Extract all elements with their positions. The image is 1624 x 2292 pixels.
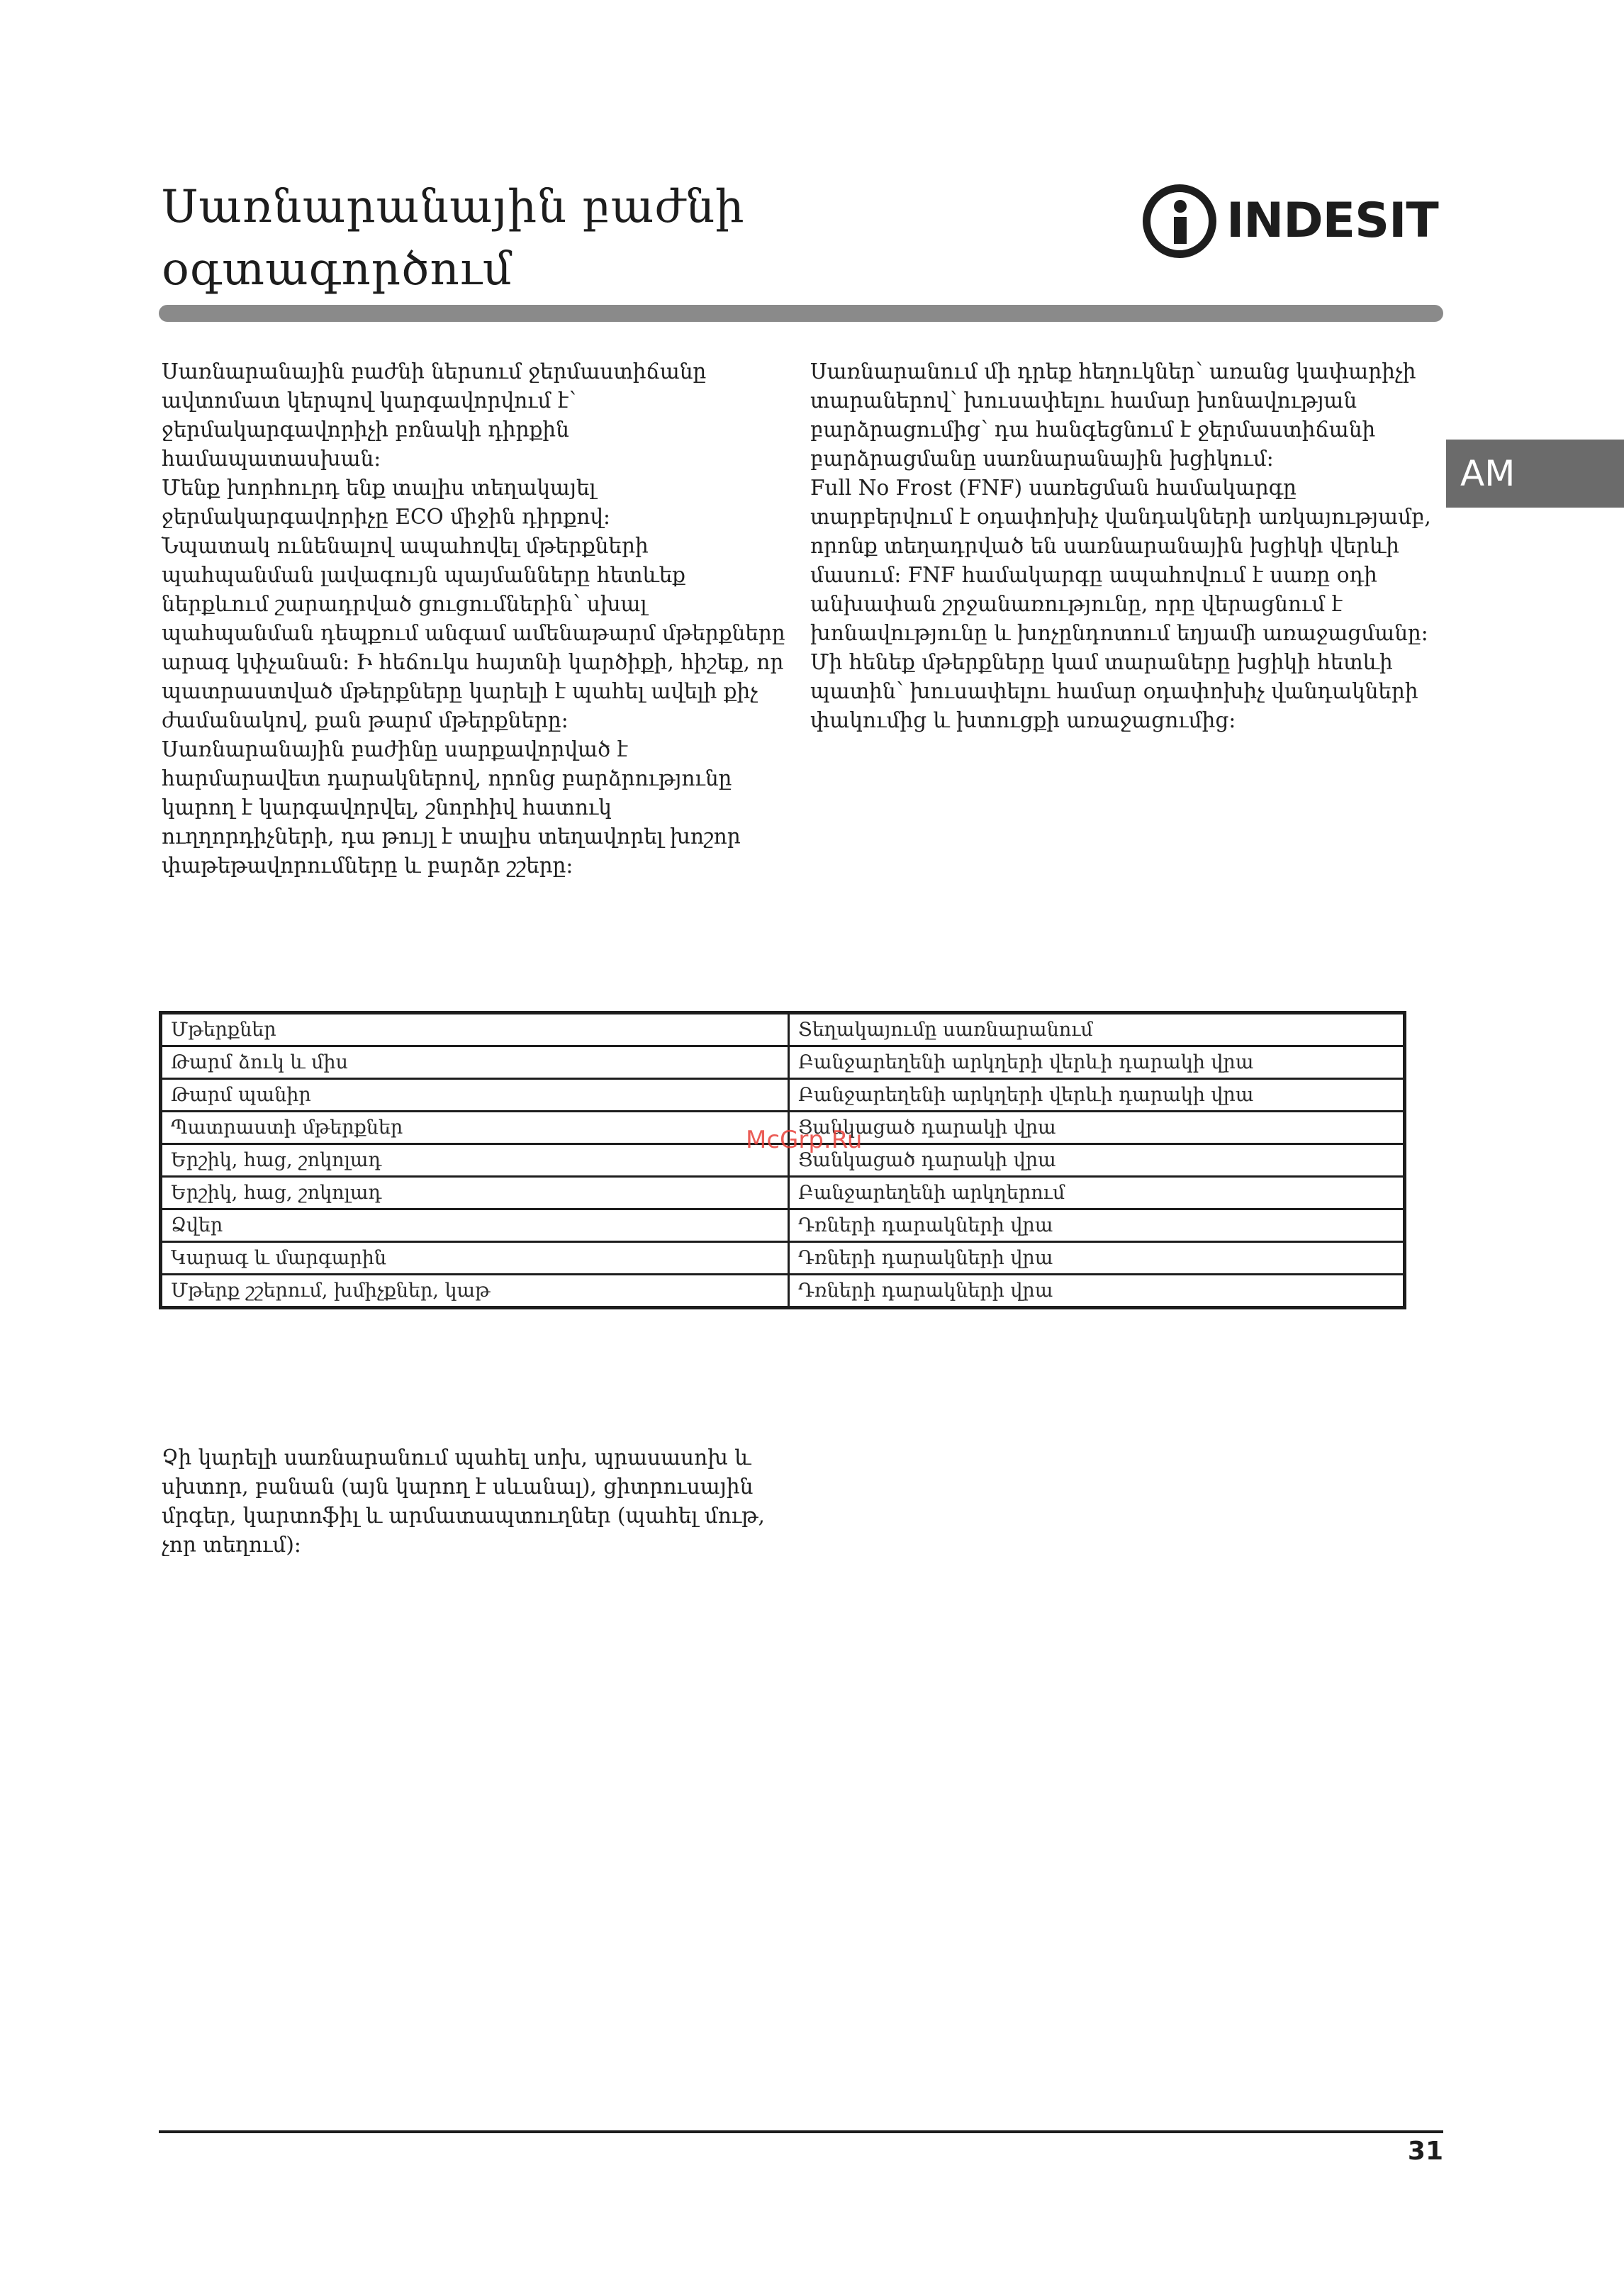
table-cell: Պատրաստի մթերքներ bbox=[161, 1112, 789, 1144]
paragraph: Սառնարանային բաժնի ներսում ջերմաստիճանը ավտոմատ կերպով կարգավորվում է՝ ջերմակարգավորիչի բռնակի դիրքին համապատասխան: bbox=[162, 359, 707, 471]
table-cell: Ցանկացած դարակի վրա bbox=[789, 1144, 1405, 1177]
table-cell: Երշիկ, հաց, շոկոլադ bbox=[161, 1144, 789, 1177]
table-cell: Երշիկ, հաց, շոկոլադ bbox=[161, 1177, 789, 1209]
table-cell: Բանջարեղենի արկղերի վերևի դարակի վրա bbox=[789, 1046, 1405, 1079]
table-cell: Դռների դարակների վրա bbox=[789, 1242, 1405, 1275]
table-cell: Կարագ և մարգարին bbox=[161, 1242, 789, 1275]
table-cell: Բանջարեղենի արկղերի վերևի դարակի վրա bbox=[789, 1079, 1405, 1112]
table-cell: Մթերք շշերում, խմիչքներ, կաթ bbox=[161, 1275, 789, 1308]
table-row bbox=[161, 1046, 1405, 1079]
table-cell: Դռների դարակների վրա bbox=[789, 1275, 1405, 1308]
table-row bbox=[161, 1209, 1405, 1242]
header-divider bbox=[159, 305, 1443, 322]
storage-note: Չի կարելի սառնարանում պահել սոխ, պրասասոխ և սխտոր, բանան (այն կարող է սևանալ), ցիտրուսային մրգեր, կարտոֆիլ և արմատապտուղներ (պահել մութ, չոր տեղում): bbox=[162, 1446, 765, 1557]
table-row bbox=[161, 1177, 1405, 1209]
table-cell: Ցանկացած դարակի վրա bbox=[789, 1112, 1405, 1144]
indesit-logo-icon bbox=[1143, 184, 1216, 258]
paragraph: Սառնարանում մի դրեք հեղուկներ՝ առանց կափարիչի տարաներով՝ խուսափելու համար խոնավության բարձրացումից՝ դա հանգեցնում է ջերմաստիճանի բարձրացմանը սառնարանային խցիկում: bbox=[810, 359, 1416, 471]
table-row bbox=[161, 1079, 1405, 1112]
table-cell: Դռների դարակների վրա bbox=[789, 1209, 1405, 1242]
paragraph: Նպատակ ունենալով ապահովել մթերքների պահպանման լավագույն պայմանները հետևեք ներքևում շարադրված ցուցումներին՝ սխալ պահպանման դեպքում անգամ ամենաթարմ մթերքները արագ կփչանան: Ի հեճուկս հայտնի կարծիքի, հիշեք, որ պատրաստված մթերքները կարելի է պահել ավելի քիչ ժամանակով, քան թարմ մթերքները: bbox=[162, 534, 785, 732]
right-column bbox=[810, 357, 1434, 735]
page-number: 31 bbox=[1407, 2137, 1443, 2166]
table-row bbox=[161, 1242, 1405, 1275]
language-tab: AM bbox=[1446, 440, 1624, 508]
table-header-cell: Տեղակայումը սառնարանում bbox=[789, 1013, 1405, 1046]
paragraph: Մենք խորհուրդ ենք տալիս տեղակայել ջերմակարգավորիչը ECO միջին դիրքով: bbox=[162, 476, 610, 529]
table-row bbox=[161, 1275, 1405, 1308]
left-column bbox=[162, 357, 785, 881]
watermark: McGrp.Ru bbox=[746, 1126, 863, 1154]
page-title: Սառնարանային բաժնի օգտագործում bbox=[162, 181, 745, 296]
table-cell: Ձվեր bbox=[161, 1209, 789, 1242]
paragraph: Full No Frost (FNF) սառեցման համակարգը տարբերվում է օդափոխիչ վանդակների առկայությամբ, որոնք տեղադրված են սառնարանային խցիկի վերևի մասում: FNF համակարգը ապահովում է սառը օդի անխափան շրջանառությունը, որը վերացնում է խոնավությունը և խոչընդոտում եղյամի առաջացմանը: Մի հենեք մթերքները կամ տարաները խցիկի հետևի պատին՝ խուսափելու համար օդափոխիչ վանդակների փակումից և խտուցքի առաջացումից: bbox=[810, 476, 1431, 732]
storage-table bbox=[159, 1011, 1406, 1309]
brand-name: INDESIT bbox=[1226, 193, 1438, 249]
table-cell: Թարմ ձուկ և միս bbox=[161, 1046, 789, 1079]
table-header-row bbox=[161, 1013, 1405, 1046]
footer-divider bbox=[159, 2130, 1443, 2133]
table-header-cell: Մթերքներ bbox=[161, 1013, 789, 1046]
table-cell: Բանջարեղենի արկղերում bbox=[789, 1177, 1405, 1209]
brand-logo bbox=[1143, 181, 1438, 261]
table-cell: Թարմ պանիր bbox=[161, 1079, 789, 1112]
paragraph: Սառնարանային բաժինը սարքավորված է հարմարավետ դարակներով, որոնց բարձրությունը կարող է կարգավորվել, շնորհիվ հատուկ ուղղորդիչների, դա թույլ է տալիս տեղավորել խոշոր փաթեթավորումները և բարձր շշերը: bbox=[162, 737, 741, 878]
